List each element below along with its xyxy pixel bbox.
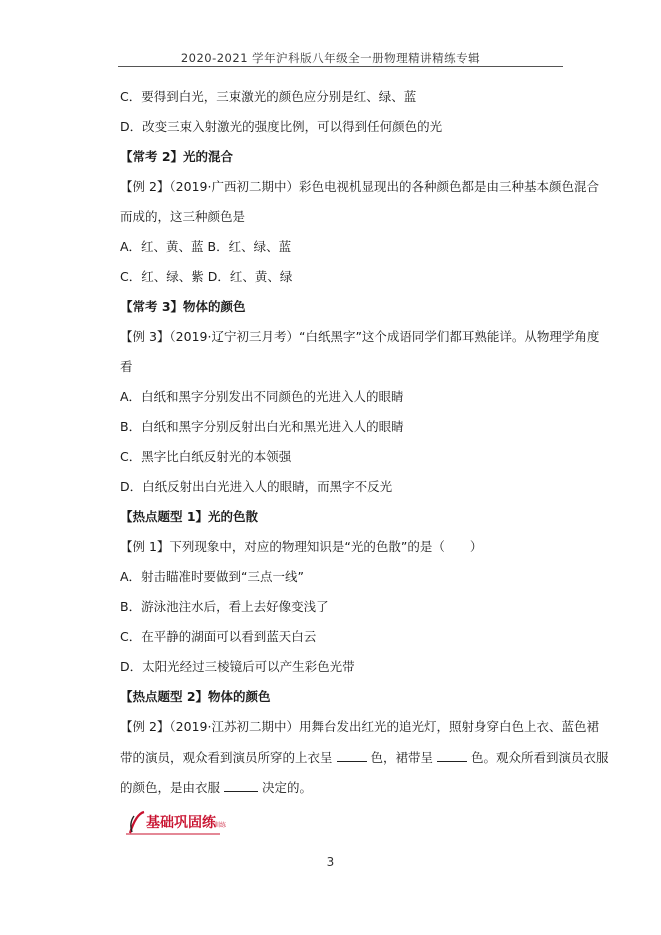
option-c-line: C．要得到白光，三束激光的颜色应分别是红、绿、蓝	[120, 89, 417, 104]
example-3-question: 【例 3】（2019·辽宁初三月考）“白纸黑字”这个成语同学们都耳熟能详。从物理学角度	[120, 329, 600, 344]
option-d-line: D．改变三束入射激光的强度比例，可以得到任何颜色的光	[120, 119, 443, 134]
hot-2-question-fill-line-1	[120, 749, 608, 766]
section-heading-hot-1: 【热点题型 1】光的色散	[120, 509, 259, 524]
example-3-option-b: B．白纸和黑字分别反射出白光和黑光进入人的眼睛	[120, 419, 404, 434]
header-rule	[118, 66, 563, 67]
section-heading-hot-2: 【热点题型 2】物体的颜色	[120, 689, 271, 704]
example-2-question-cont: 而成的，这三种颜色是	[120, 209, 246, 224]
fill-text: 决定的。	[261, 780, 312, 795]
basic-practice-logo	[120, 810, 228, 836]
fill-text: 的颜色，是由衣服	[120, 780, 221, 795]
fill-text: 色。观众所看到演员衣服	[470, 750, 609, 765]
hot-1-question: 【例 1】下列现象中，对应的物理知识是“光的色散”的是（ ）	[120, 539, 483, 554]
hot-1-option-b: B．游泳池注水后，看上去好像变浅了	[120, 599, 329, 614]
example-3-option-a: A．白纸和黑字分别发出不同颜色的光进入人的眼睛	[120, 389, 404, 404]
hot-1-option-d: D．太阳光经过三棱镜后可以产生彩色光带	[120, 659, 355, 674]
section-heading-common-3: 【常考 3】物体的颜色	[120, 299, 246, 314]
page-header: 2020-2021 学年沪科版八年级全一册物理精讲精练专辑	[180, 51, 481, 65]
example-3-option-d: D．白纸反射出白光进入人的眼睛，而黑字不反光	[120, 479, 393, 494]
example-2-options-cd: C．红、绿、紫 D．红、黄、绿	[120, 269, 293, 284]
fill-text: 带的演员，观众看到演员所穿的上衣呈	[120, 750, 333, 765]
answer-blank	[224, 779, 258, 792]
section-heading-common-2: 【常考 2】光的混合	[120, 149, 234, 164]
logo-text: 基础巩固练	[146, 815, 216, 831]
example-3-option-c: C．黑字比白纸反射光的本领强	[120, 449, 292, 464]
hot-2-question-fill-line-2	[120, 779, 312, 796]
example-2-question: 【例 2】（2019·广西初二期中）彩色电视机显现出的各种颜色都是由三种基本颜色混合	[120, 179, 599, 194]
answer-blank	[437, 749, 467, 762]
fill-text: 色，裙带呈	[370, 750, 433, 765]
page-number: 3	[326, 855, 335, 869]
hot-1-option-a: A．射击瞄准时要做到“三点一线”	[120, 569, 305, 584]
answer-blank	[337, 749, 367, 762]
logo-sub: 训练	[214, 822, 227, 829]
example-3-question-cont: 看	[120, 359, 133, 374]
hot-2-question: 【例 2】（2019·江苏初二期中）用舞台发出红光的追光灯，照射身穿白色上衣、蓝色裙	[120, 719, 599, 734]
example-2-options-ab: A．红、黄、蓝 B．红、绿、蓝	[120, 239, 292, 254]
hot-1-option-c: C．在平静的湖面可以看到蓝天白云	[120, 629, 317, 644]
